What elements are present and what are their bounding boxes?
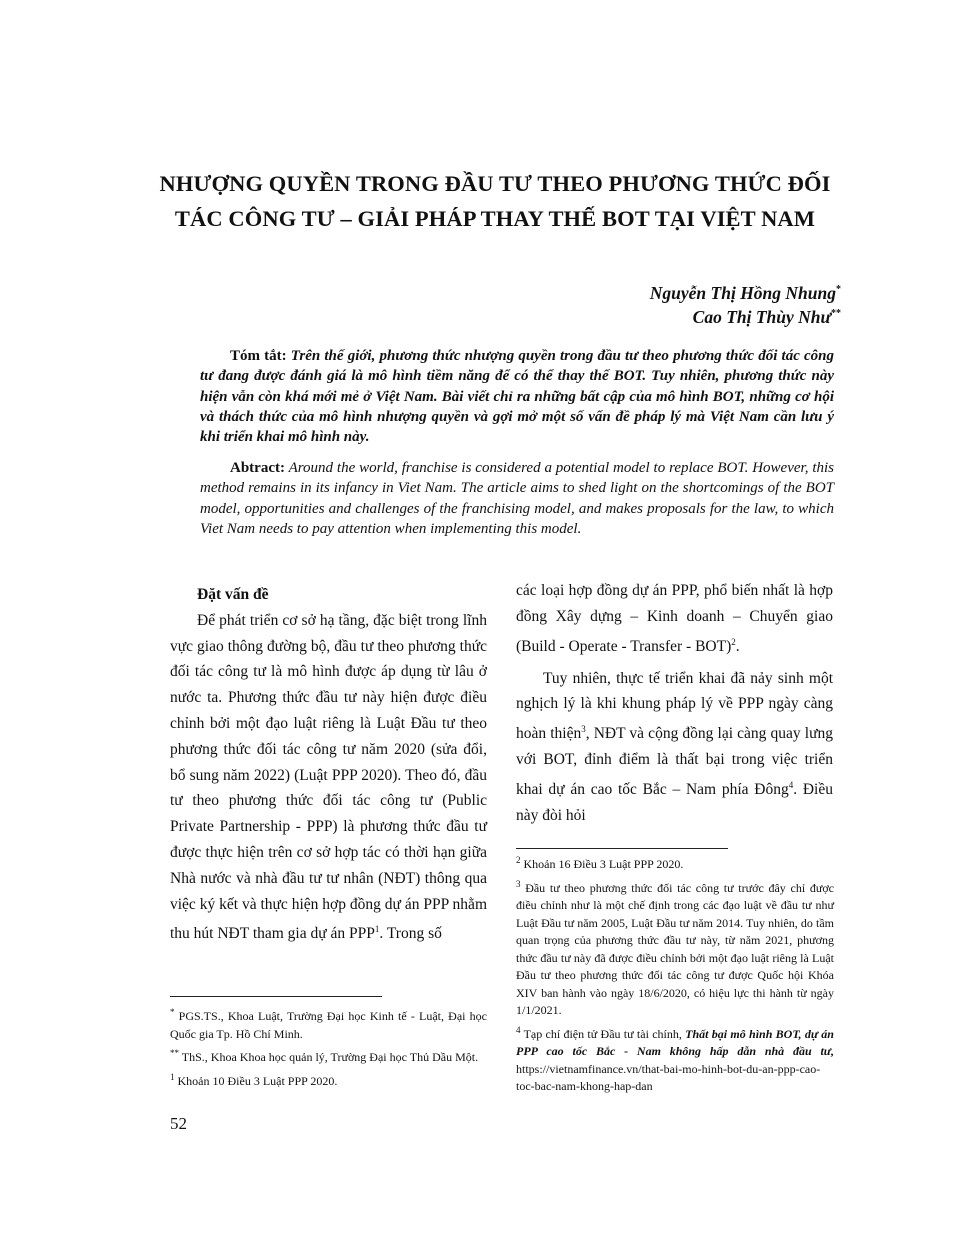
paragraph-text: . bbox=[735, 637, 740, 655]
paragraph-text: Tuy nhiên, thực tế triển khai đã nảy sinh một nghịch lý là khi khung pháp lý về PPP ngày càng hoàn thiện bbox=[516, 669, 833, 743]
footnote bbox=[516, 876, 834, 1020]
abstract-vietnamese bbox=[200, 346, 834, 447]
footnote bbox=[516, 1022, 834, 1096]
footnote-text: Khoản 16 Điều 3 Luật PPP 2020. bbox=[523, 857, 684, 871]
footnote-text: Tạp chí điện tử Đầu tư tài chính, bbox=[523, 1026, 686, 1041]
abstract-label: Tóm tắt: bbox=[230, 348, 287, 364]
author-2 bbox=[693, 307, 841, 328]
footnote-mark: 2 bbox=[516, 855, 521, 865]
body-paragraph bbox=[170, 608, 487, 948]
abstract-text: Trên thế giới, phương thức nhượng quyền trong đầu tư theo phương thức đối tác công tư đang được đánh giá là mô hình tiềm năng để có thể thay thế BOT. Tuy nhiên, phương thức này hiện vẫn còn khá mới mẻ ở Việt Nam. Bài viết chỉ ra những bất cập của mô hình BOT, những cơ hội và thách thức của mô hình nhượng quyền và gợi mở một số vấn đề pháp lý mà Việt Nam cần lưu ý khi triển khai mô hình này. bbox=[200, 348, 835, 446]
body-paragraph bbox=[516, 666, 833, 829]
footnote-mark: 1 bbox=[170, 1071, 175, 1082]
paragraph-text: . Trong số bbox=[379, 925, 442, 943]
paragraph-text: . Điều này đòi hỏi bbox=[516, 781, 833, 824]
footnote bbox=[170, 1069, 487, 1091]
author-mark: * bbox=[836, 284, 841, 296]
footnote-ref[interactable]: 3 bbox=[581, 724, 586, 735]
footnote bbox=[170, 1004, 487, 1043]
right-column bbox=[516, 578, 833, 829]
footnote-text: ThS., Khoa Khoa học quản lý, Trường Đại học Thủ Dầu Một. bbox=[181, 1050, 479, 1064]
footnotes-right bbox=[516, 852, 834, 1098]
footnote-ref[interactable]: 2 bbox=[731, 636, 736, 647]
footnote-mark: 4 bbox=[516, 1024, 521, 1035]
section-heading: Đặt vấn đề bbox=[197, 586, 269, 603]
author-name: Nguyễn Thị Hồng Nhung bbox=[649, 283, 836, 303]
footnote-link[interactable]: https://vietnamfinance.vn/that-bai-mo-hinh-bot-du-an-ppp-cao-toc-bac-nam-khong-hap-dan bbox=[516, 1061, 821, 1093]
paragraph-text: các loại hợp đồng dự án PPP, phổ biến nhất là hợp đồng Xây dựng – Kinh doanh – Chuyển giao (Build - Operate - Transfer - BOT) bbox=[516, 582, 833, 655]
footnote-ref[interactable]: 1 bbox=[374, 924, 380, 935]
footnote bbox=[516, 852, 834, 874]
body-paragraph bbox=[516, 578, 833, 660]
author-name: Cao Thị Thùy Như bbox=[692, 307, 831, 327]
page-number: 52 bbox=[170, 1114, 187, 1133]
footnote-text: Đầu tư theo phương thức đối tác công tư trước đây chỉ được điều chỉnh như là một chế định trong các đạo luật về đầu tư như Luật Đầu tư năm 2005, Luật Đầu tư năm 2014. Tuy nhiên, do tầm quan trọng của phương thức đầu tư này, từ năm 2021, phương thức đầu tư này đã được điều chỉnh bởi một đạo luật riêng là Luật Đầu tư theo phương thức đối tác công tư được Quốc hội Khóa XIV ban hành vào ngày 18/6/2020, có hiệu lực thi hành từ ngày 1/1/2021. bbox=[516, 880, 835, 1017]
abstract-english bbox=[200, 458, 834, 539]
footnote-text: PGS.TS., Khoa Luật, Trường Đại học Kinh tế - Luật, Đại học Quốc gia Tp. Hồ Chí Minh. bbox=[170, 1009, 487, 1041]
article-title: NHƯỢNG QUYỀN TRONG ĐẦU TƯ THEO PHƯƠNG THỨC ĐỐI TÁC CÔNG TƯ – GIẢI PHÁP THAY THẾ BOT TẠI VIỆT NAM bbox=[159, 171, 831, 231]
footnote-article-title: Thất bại mô hình BOT, dự án PPP cao tốc Bắc - Nam không hấp dẫn nhà đầu tư, bbox=[516, 1026, 834, 1058]
left-column bbox=[170, 582, 487, 947]
footnote-ref[interactable]: 4 bbox=[788, 779, 794, 790]
footnote-text: Khoản 10 Điều 3 Luật PPP 2020. bbox=[177, 1073, 338, 1088]
paragraph-text: , NĐT và cộng đồng lại càng quay lưng với BOT, đỉnh điểm là thất bại trong việc triển khai dự án cao tốc Bắc – Nam phía Đông bbox=[516, 725, 833, 799]
footnote-mark: * bbox=[170, 1007, 175, 1017]
footnote-divider bbox=[516, 848, 728, 849]
abstract-label: Abtract: bbox=[230, 460, 285, 476]
paragraph-text: Để phát triển cơ sở hạ tầng, đặc biệt trong lĩnh vực giao thông đường bộ, đầu tư theo phương thức đối tác công tư là mô hình được áp dụng từ lâu ở nước ta. Phương thức đầu tư này hiện được điều chỉnh bởi một đạo luật riêng là Luật Đầu tư theo phương thức đối tác công tư năm 2020 (sửa đổi, bổ sung năm 2022) (Luật PPP 2020). Theo đó, đầu tư theo phương thức đối tác công tư (Public Private Partnership - PPP) là phương thức đầu tư được thực hiện trên cơ sở hợp tác có thời hạn giữa Nhà nước và nhà đầu tư tư nhân (NĐT) thông qua việc ký kết và thực hiện hợp đồng dự án PPP nhằm thu hút NĐT tham gia dự án PPP bbox=[170, 611, 487, 943]
footnote-mark: 3 bbox=[516, 878, 521, 889]
footnotes-left bbox=[170, 1004, 487, 1092]
abstract-text: Around the world, franchise is considered a potential model to replace BOT. However, this method remains in its infancy in Viet Nam. The article aims to shed light on the shortcomings of the BOT model, opportunities and challenges of the franchising model, and makes proposals for the law, to which Viet Nam needs to pay attention when implementing this model. bbox=[200, 460, 834, 537]
footnote-divider bbox=[170, 996, 382, 997]
author-1 bbox=[650, 283, 841, 304]
author-mark: ** bbox=[831, 308, 841, 320]
footnote bbox=[170, 1045, 487, 1067]
footnote-mark: ** bbox=[170, 1048, 179, 1058]
